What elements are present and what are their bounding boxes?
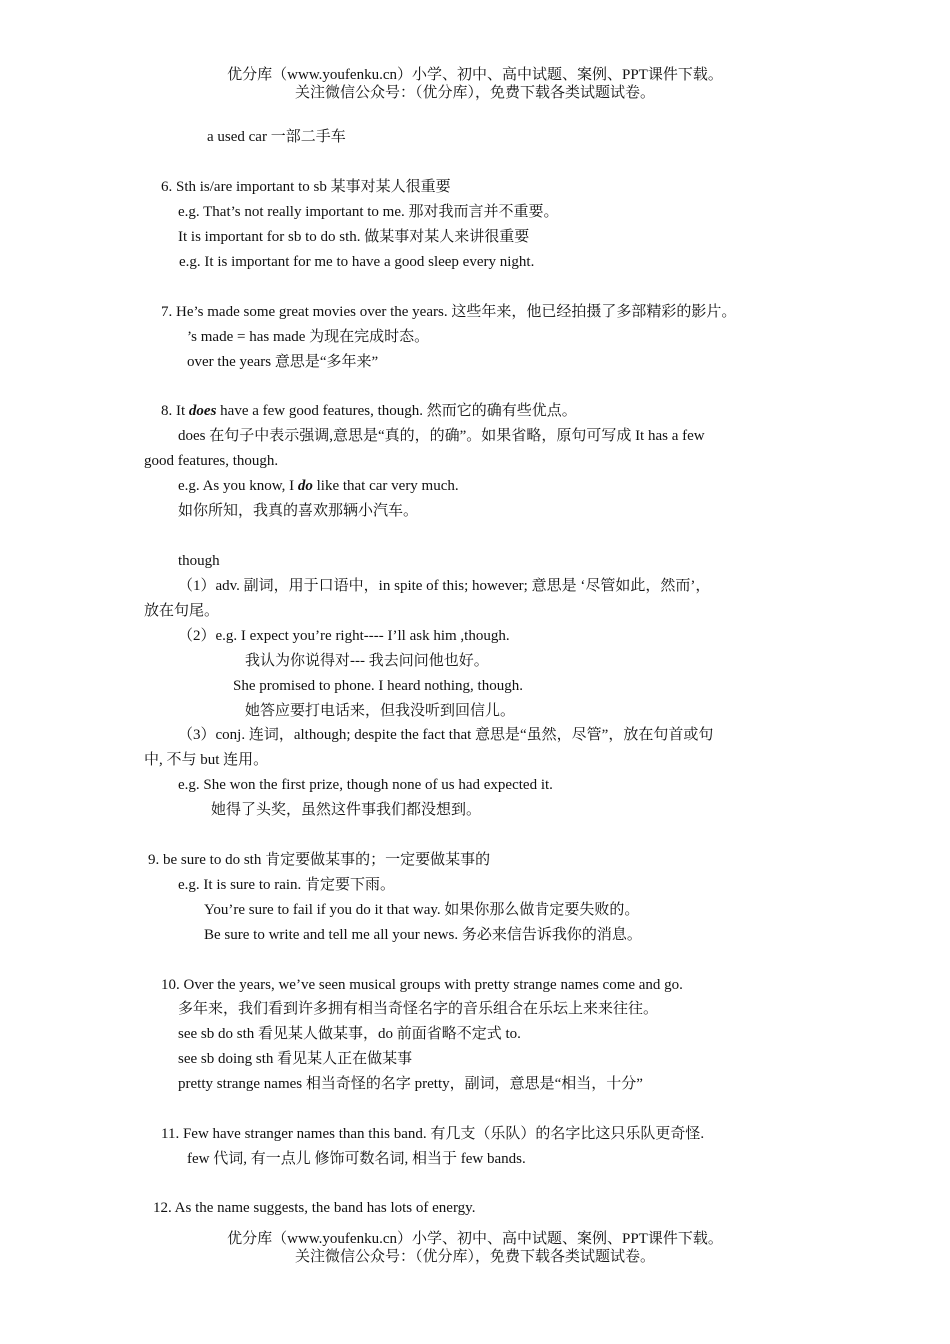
header-line-1: 优分库（www.youfenku.cn）小学、初中、高中试题、案例、PPT课件下载。	[227, 67, 723, 83]
subheading-though: though	[178, 553, 220, 569]
text-line	[178, 476, 459, 496]
text-line: （1）adv. 副词，用于口语中，in spite of this; however; 意思是 ‘尽管如此，然而’，	[178, 578, 711, 594]
emphasis-word: does	[188, 403, 217, 419]
text-line: It is important for sb to do sth. 做某事对某人来讲很重要	[178, 229, 530, 245]
item-6-heading: 6. Sth is/are important to sb 某事对某人很重要	[161, 179, 451, 195]
text-segment: e.g. As you know, I	[178, 478, 298, 494]
text-line: pretty strange names 相当奇怪的名字 pretty，副词，意思是“相当，十分”	[178, 1076, 643, 1092]
text-line: good features, though.	[144, 453, 279, 469]
text-line: ’s made = has made 为现在完成时态。	[187, 329, 430, 345]
text-line: Be sure to write and tell me all your news. 务必来信告诉我你的消息。	[204, 927, 642, 943]
item-9-heading: 9. be sure to do sth 肯定要做某事的；一定要做某事的	[148, 852, 491, 868]
text-line: 如你所知，我真的喜欢那辆小汽车。	[178, 503, 419, 519]
footer-line-1: 优分库（www.youfenku.cn）小学、初中、高中试题、案例、PPT课件下载。	[227, 1231, 723, 1247]
text-line: e.g. That’s not really important to me. 那对我而言并不重要。	[178, 204, 559, 220]
text-line: 她得了头奖，虽然这件事我们都没想到。	[211, 802, 482, 818]
text-line: 多年来，我们看到许多拥有相当奇怪名字的音乐组合在乐坛上来来往往。	[178, 1001, 659, 1017]
emphasis-word: do	[297, 478, 313, 494]
text-line: few 代词, 有一点儿 修饰可数名词, 相当于 few bands.	[187, 1151, 526, 1167]
text-line: （3）conj. 连词，although; despite the fact that 意思是“虽然，尽管”，放在句首或句	[178, 727, 714, 743]
item-8-heading	[161, 401, 577, 421]
text-line: does 在句子中表示强调,意思是“真的，的确”。如果省略，原句可写成 It has a few	[178, 428, 705, 444]
text-line: You’re sure to fail if you do it that way. 如果你那么做肯定要失败的。	[204, 902, 640, 918]
header-line-2: 关注微信公众号：（优分库），免费下载各类试题试卷。	[294, 85, 655, 101]
item-11-heading: 11. Few have stranger names than this band. 有几支（乐队）的名字比这只乐队更奇怪.	[161, 1126, 705, 1142]
text-line: e.g. It is important for me to have a good sleep every night.	[179, 254, 535, 270]
page-footer	[0, 1230, 950, 1266]
text-line: She promised to phone. I heard nothing, though.	[233, 678, 523, 694]
text-line: （2）e.g. I expect you’re right---- I’ll ask him ,though.	[178, 628, 510, 644]
text-line: over the years 意思是“多年来”	[187, 354, 379, 370]
page-header	[0, 66, 950, 102]
footer-line-2: 关注微信公众号：（优分库），免费下载各类试题试卷。	[294, 1249, 655, 1265]
text-line: 她答应要打电话来，但我没听到回信儿。	[245, 703, 516, 719]
text-line: 中, 不与 but 连用。	[144, 752, 269, 768]
text-line: e.g. It is sure to rain. 肯定要下雨。	[178, 877, 396, 893]
text-segment: 8. It	[161, 403, 189, 419]
text-line: see sb do sth 看见某人做某事，do 前面省略不定式 to.	[178, 1026, 521, 1042]
item-12-heading: 12. As the name suggests, the band has lots of energy.	[153, 1200, 476, 1216]
text-line: e.g. She won the first prize, though none of us had expected it.	[178, 777, 553, 793]
text-line: see sb doing sth 看见某人正在做某事	[178, 1051, 413, 1067]
item-10-heading: 10. Over the years, we’ve seen musical groups with pretty strange names come and go.	[161, 977, 683, 993]
text-line: 我认为你说得对--- 我去问问他也好。	[245, 653, 489, 669]
text-segment: have a few good features, though. 然而它的确有些优点。	[216, 403, 577, 419]
item-7-heading: 7. He’s made some great movies over the years. 这些年来，他已经拍摄了多部精彩的影片。	[161, 304, 737, 320]
text-line: 放在句尾。	[144, 603, 220, 619]
text-segment: like that car very much.	[312, 478, 459, 494]
text-line: a used car 一部二手车	[207, 129, 346, 145]
